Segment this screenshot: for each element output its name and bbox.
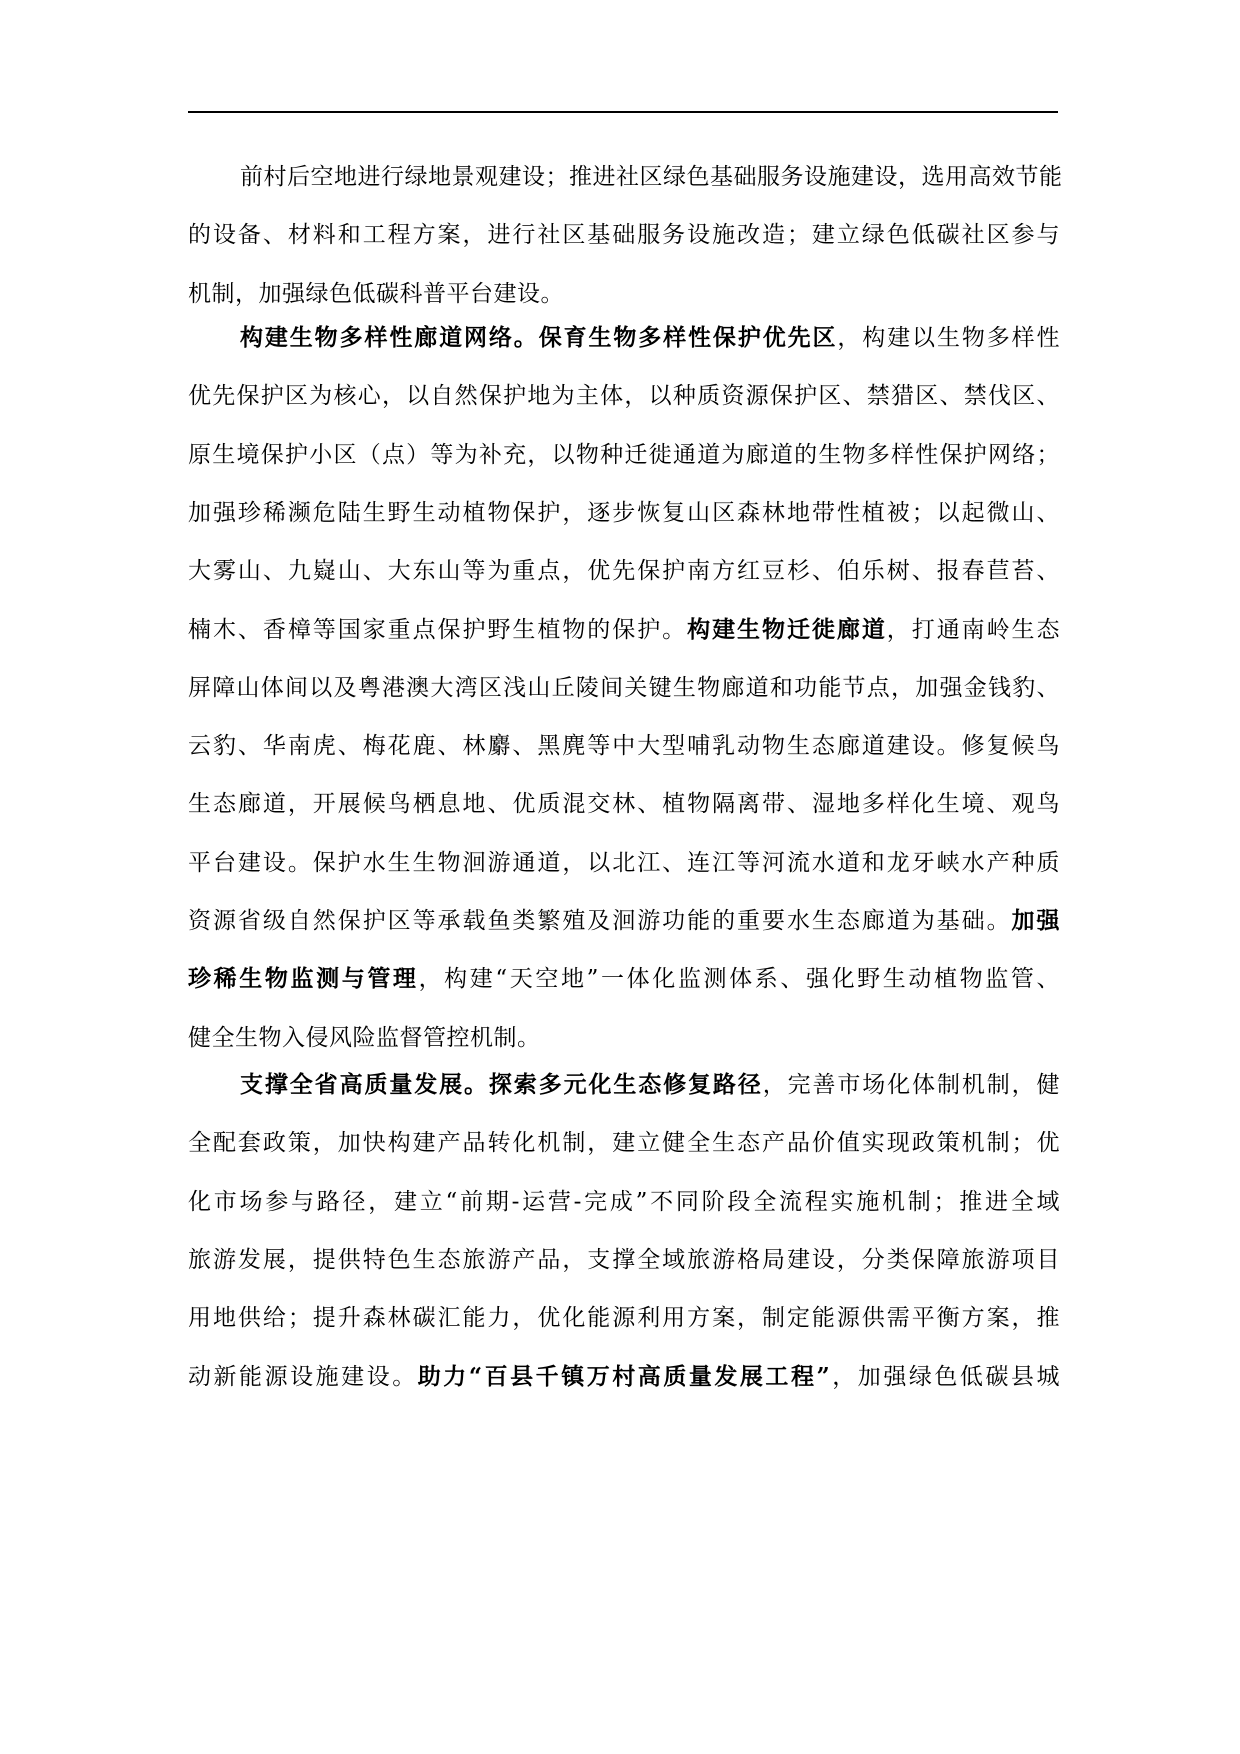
paragraph-2-line-3 <box>188 435 1060 475</box>
body-text: 健全生物入侵风险监督管控机制。 <box>188 1025 541 1051</box>
paragraph-3-line-5 <box>188 1298 1060 1338</box>
paragraph-2-line-10 <box>188 843 1060 883</box>
paragraph-1-line-1 <box>240 157 1063 197</box>
body-text: 机制，加强绿色低碳科普平台建设。 <box>188 281 564 307</box>
body-text: ，加强绿色低碳县城 <box>830 1364 1061 1390</box>
body-text: 屏障山体间以及粤港澳大湾区浅山丘陵间关键生物廊道和功能节点，加强金钱豹、 <box>188 675 1060 701</box>
paragraph-3-line-2 <box>188 1123 1060 1163</box>
bold-heading-text: 助力“百县千镇万村高质量发展工程” <box>417 1363 831 1390</box>
paragraph-2-line-1 <box>240 318 1060 358</box>
body-text: ，打通南岭生态 <box>886 617 1061 643</box>
paragraph-3-line-6 <box>188 1357 1060 1397</box>
body-text: 动新能源设施建设。 <box>188 1364 418 1390</box>
body-text: 生态廊道，开展候鸟栖息地、优质混交林、植物隔离带、湿地多样化生境、观鸟 <box>188 791 1060 817</box>
body-text: 化市场参与路径，建立“前期-运营-完成”不同阶段全流程实施机制；推进全域 <box>188 1189 1060 1215</box>
paragraph-2-line-13 <box>188 1018 1060 1058</box>
bold-heading-text: 构建生物多样性廊道网络。保育生物多样性保护优先区 <box>240 324 838 351</box>
body-text: 前村后空地进行绿地景观建设；推进社区绿色基础服务设施建设，选用高效节能 <box>240 164 1063 190</box>
bold-heading-text: 珍稀生物监测与管理 <box>188 965 419 992</box>
body-text: 楠木、香樟等国家重点保护野生植物的保护。 <box>188 617 688 643</box>
body-text: 全配套政策，加快构建产品转化机制，建立健全生态产品价值实现政策机制；优 <box>188 1130 1060 1156</box>
body-text: 资源省级自然保护区等承载鱼类繁殖及洄游功能的重要水生态廊道为基础。 <box>188 908 1012 934</box>
paragraph-2-line-2 <box>188 376 1060 416</box>
paragraph-2-line-4 <box>188 493 1060 533</box>
body-text: 原生境保护小区（点）等为补充，以物种迁徙通道为廊道的生物多样性保护网络； <box>188 442 1060 468</box>
paragraph-2-line-5 <box>188 551 1060 591</box>
body-text: ，构建“天空地”一体化监测体系、强化野生动植物监管、 <box>418 966 1060 992</box>
bold-heading-text: 支撑全省高质量发展。探索多元化生态修复路径 <box>240 1071 763 1098</box>
paragraph-2-line-11 <box>188 901 1060 941</box>
paragraph-2-line-9 <box>188 784 1060 824</box>
paragraph-3-line-1 <box>240 1065 1060 1105</box>
paragraph-3-line-3 <box>188 1182 1060 1222</box>
paragraph-2-line-6 <box>188 610 1060 650</box>
paragraph-2-line-8 <box>188 726 1060 766</box>
body-text: 大雾山、九嶷山、大东山等为重点，优先保护南方红豆杉、伯乐树、报春苣苔、 <box>188 558 1060 584</box>
body-text: 优先保护区为核心，以自然保护地为主体，以种质资源保护区、禁猎区、禁伐区、 <box>188 383 1060 409</box>
paragraph-2-line-12 <box>188 959 1060 999</box>
body-text: 旅游发展，提供特色生态旅游产品，支撑全域旅游格局建设，分类保障旅游项目 <box>188 1247 1060 1273</box>
body-text: 云豹、华南虎、梅花鹿、林麝、黑麂等中大型哺乳动物生态廊道建设。修复候鸟 <box>188 733 1060 759</box>
paragraph-1-line-3 <box>188 274 1060 314</box>
body-text: 加强珍稀濒危陆生野生动植物保护，逐步恢复山区森林地带性植被；以起微山、 <box>188 500 1060 526</box>
body-text: 用地供给；提升森林碳汇能力，优化能源利用方案，制定能源供需平衡方案，推 <box>188 1305 1060 1331</box>
header-rule <box>188 111 1058 113</box>
body-text: ，构建以生物多样性 <box>837 325 1060 351</box>
paragraph-1-line-2 <box>188 215 1060 255</box>
paragraph-2-line-7 <box>188 668 1060 708</box>
body-text: 的设备、材料和工程方案，进行社区基础服务设施改造；建立绿色低碳社区参与 <box>188 222 1060 248</box>
bold-heading-text: 构建生物迁徙廊道 <box>687 616 887 643</box>
body-text: 平台建设。保护水生生物洄游通道，以北江、连江等河流水道和龙牙峡水产种质 <box>188 850 1060 876</box>
bold-heading-text: 加强 <box>1011 907 1061 934</box>
body-text: ，完善市场化体制机制，健 <box>762 1072 1060 1098</box>
paragraph-3-line-4 <box>188 1240 1060 1280</box>
